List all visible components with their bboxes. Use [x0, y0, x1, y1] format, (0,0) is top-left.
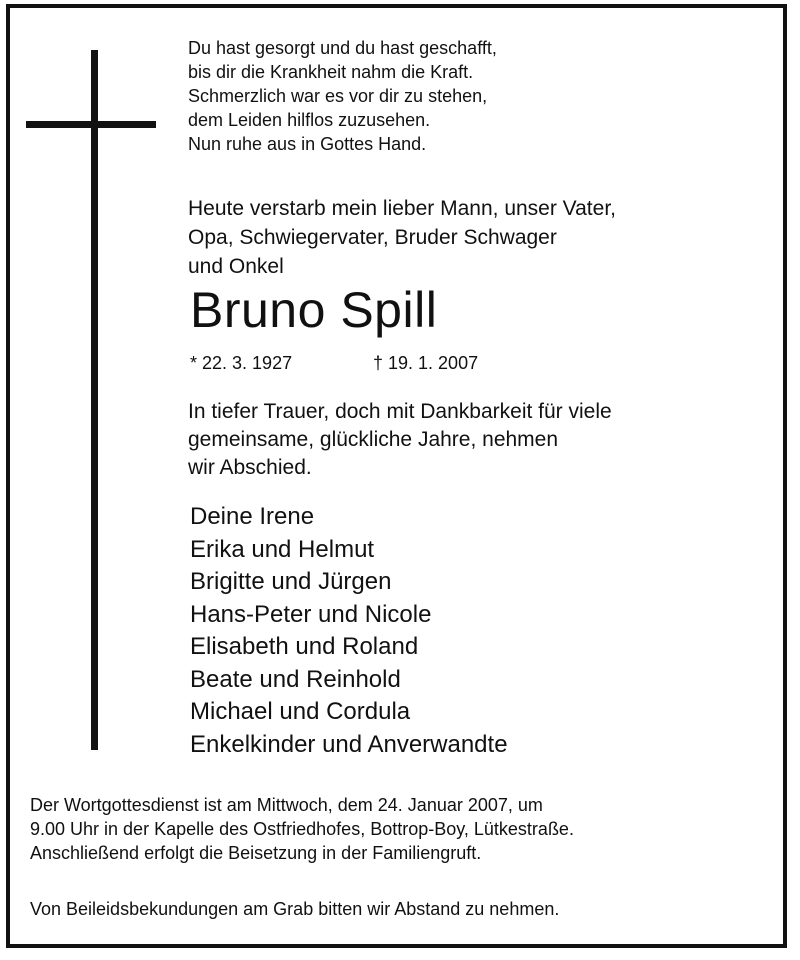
family-member: Michael und Cordula — [190, 698, 411, 725]
service-line: Anschließend erfolgt die Beisetzung in der Familiengruft. — [30, 843, 482, 863]
announcement-text — [188, 194, 616, 281]
announcement-line: Opa, Schwiegervater, Bruder Schwager — [188, 226, 557, 249]
family-member: Erika und Helmut — [190, 535, 375, 563]
poem-block — [188, 36, 497, 156]
announcement-line: Heute verstarb mein lieber Mann, unser Vater, — [188, 197, 616, 220]
mourning-text — [188, 398, 612, 482]
cross-vertical-bar — [91, 50, 98, 750]
condolence-request: Von Beileidsbekundungen am Grab bitten wir Abstand zu nehmen. — [30, 899, 560, 919]
mourning-line: gemeinsame, glückliche Jahre, nehmen — [188, 428, 559, 451]
mourning-line: In tiefer Trauer, doch mit Dankbarkeit für viele — [188, 400, 612, 423]
poem-line: bis dir die Krankheit nahm die Kraft. — [188, 62, 474, 82]
family-list — [190, 501, 508, 761]
family-member: Beate und Reinhold — [190, 665, 401, 693]
mourning-line: wir Abschied. — [188, 456, 312, 479]
announcement-line: und Onkel — [188, 255, 284, 278]
poem-line: dem Leiden hilflos zuzusehen. — [188, 110, 431, 130]
poem-line: Du hast gesorgt und du hast geschafft, — [188, 38, 497, 58]
service-info — [30, 793, 574, 865]
family-member: Elisabeth und Roland — [190, 633, 419, 660]
family-member: Deine Irene — [190, 503, 315, 530]
cross-horizontal-bar — [26, 121, 156, 128]
service-line: Der Wortgottesdienst ist am Mittwoch, dem 24. Januar 2007, um — [30, 795, 543, 815]
family-member: Brigitte und Jürgen — [190, 568, 392, 595]
death-date: † 19. 1. 2007 — [373, 353, 479, 373]
deceased-name: Bruno Spill — [190, 282, 438, 338]
poem-line: Nun ruhe aus in Gottes Hand. — [188, 134, 427, 154]
service-line: 9.00 Uhr in der Kapelle des Ostfriedhofes, Bottrop-Boy, Lütkestraße. — [30, 819, 574, 839]
poem-line: Schmerzlich war es vor dir zu stehen, — [188, 86, 488, 106]
birth-date: * 22. 3. 1927 — [190, 353, 293, 373]
family-member: Enkelkinder und Anverwandte — [190, 730, 508, 758]
family-member: Hans-Peter und Nicole — [190, 600, 432, 628]
